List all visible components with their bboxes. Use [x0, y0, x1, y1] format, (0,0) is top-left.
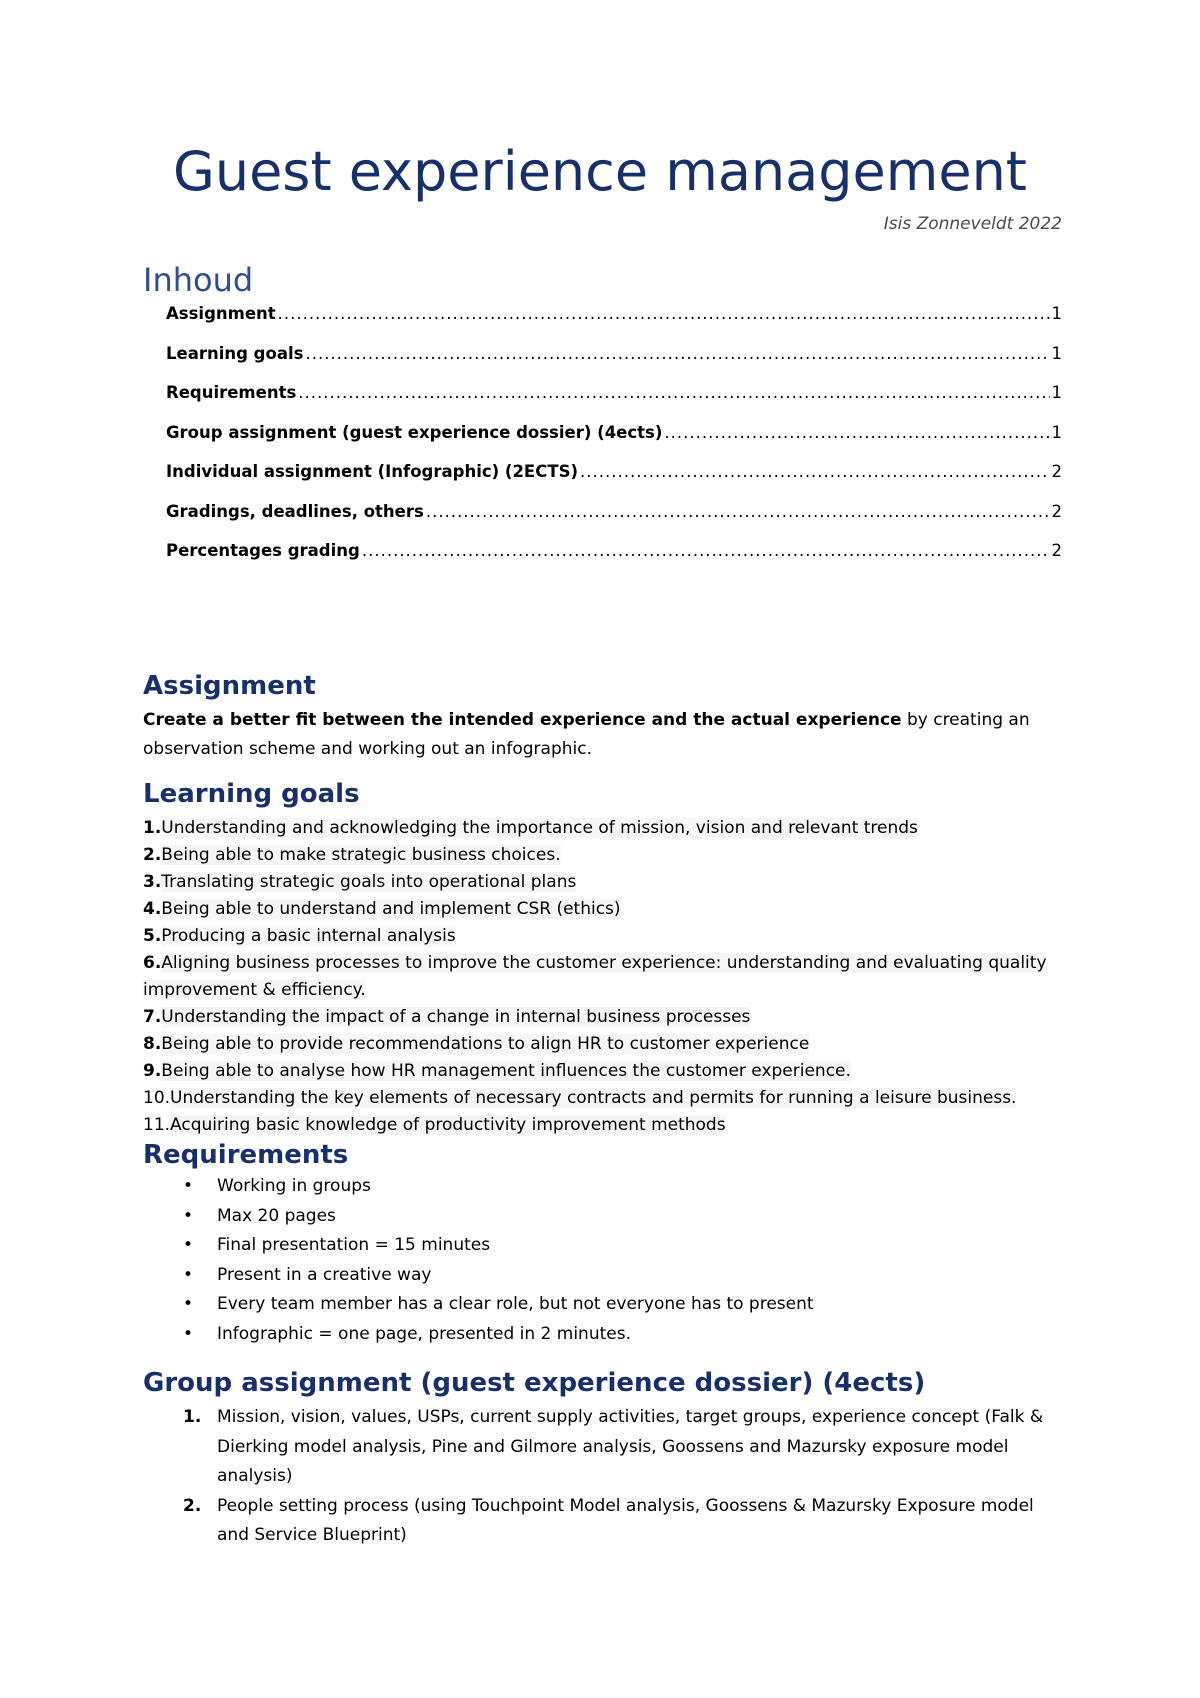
toc-entry[interactable] [166, 462, 1062, 502]
toc-entry-label: Gradings, deadlines, others [166, 501, 424, 521]
toc-entry-label: Requirements [166, 383, 297, 402]
toc-leader [362, 541, 1050, 560]
goal-text: Understanding the key elements of necessary contracts and permits for running a leisure business. [170, 1088, 1017, 1108]
list-item [143, 815, 1083, 842]
toc-entry-label: Assignment [166, 304, 276, 323]
goal-number: 11. [143, 1115, 171, 1135]
toc-leader [426, 502, 1050, 521]
goal-text: Being able to understand and implement CSR (ethics) [161, 899, 621, 919]
item-text: Mission, vision, values, USPs, current supply activities, target groups, experience concept (Falk & Dierking model analysis, Pine and Gilmore analysis, Goossens and Mazursky exposure model analysis) [217, 1407, 1044, 1486]
goal-text: Understanding and acknowledging the importance of mission, vision and relevant trends [161, 818, 918, 838]
toc-leader [580, 462, 1050, 481]
requirement-text: Present in a creative way [217, 1264, 432, 1285]
item-text: People setting process (using Touchpoint Model analysis, Goossens & Mazursky Exposure model and Service Blueprint) [217, 1495, 1034, 1545]
goal-number: 8. [143, 1034, 162, 1054]
list-item [143, 842, 1083, 869]
toc-leader [278, 304, 1050, 323]
toc-entry[interactable] [166, 304, 1062, 344]
toc-entry-page: 2 [1051, 462, 1062, 481]
item-number: 2. [183, 1495, 202, 1516]
goal-text: Translating strategic goals into operational plans [161, 872, 577, 892]
toc-heading: Inhoud [143, 261, 254, 299]
goal-text: Being able to make strategic business choices. [161, 845, 561, 865]
toc-entry-page: 1 [1051, 304, 1062, 323]
goal-number: 7. [143, 1007, 162, 1027]
bullet-icon: • [183, 1176, 194, 1196]
toc-leader [305, 344, 1049, 363]
list-item [143, 1492, 1063, 1551]
list-item [143, 1058, 1083, 1085]
goal-text: Acquiring basic knowledge of productivity improvement methods [170, 1115, 726, 1135]
table-of-contents [166, 304, 1062, 581]
toc-entry-label: Group assignment (guest experience dossier) (4ects) [166, 422, 663, 442]
list-item [143, 1004, 1083, 1031]
toc-entry[interactable] [166, 502, 1062, 542]
list-item [143, 1320, 814, 1350]
list-item [143, 1231, 814, 1261]
requirements-list [143, 1172, 814, 1349]
toc-entry-label: Individual assignment (Infographic) (2ECTS) [166, 462, 578, 481]
goal-text: Understanding the impact of a change in internal business processes [161, 1007, 751, 1027]
requirement-text: Max 20 pages [217, 1205, 336, 1226]
assignment-text [143, 706, 1063, 764]
goal-text: Being able to analyse how HR management influences the customer experience. [161, 1061, 851, 1081]
goal-number: 10. [143, 1088, 171, 1108]
list-item [143, 1202, 814, 1232]
bullet-icon: • [183, 1235, 194, 1255]
goal-number: 4. [143, 899, 162, 919]
toc-entry[interactable] [166, 541, 1062, 581]
toc-entry[interactable] [166, 344, 1062, 384]
list-item [143, 1085, 1083, 1112]
group-assignment-list [143, 1403, 1063, 1551]
toc-entry[interactable] [166, 423, 1062, 463]
list-item [143, 1112, 1083, 1139]
goal-number: 9. [143, 1061, 162, 1081]
bullet-icon: • [183, 1294, 194, 1314]
toc-entry-page: 1 [1051, 383, 1062, 402]
toc-leader [664, 423, 1049, 442]
assignment-bold-text: Create a better fit between the intended experience and the actual experience [143, 710, 902, 730]
toc-entry-label: Percentages grading [166, 541, 360, 560]
toc-entry[interactable] [166, 383, 1062, 423]
list-item [143, 1261, 814, 1291]
bullet-icon: • [183, 1205, 194, 1226]
toc-leader [298, 383, 1049, 402]
list-item [143, 869, 1083, 896]
assignment-rest-text: by creating an observation scheme and working out an infographic. [143, 710, 1030, 759]
toc-entry-page: 1 [1051, 422, 1062, 442]
toc-entry-page: 2 [1051, 541, 1062, 560]
learning-goals-heading: Learning goals [143, 779, 360, 809]
goal-number: 1. [143, 818, 162, 838]
requirement-text: Working in groups [217, 1176, 371, 1196]
toc-entry-page: 2 [1051, 501, 1062, 521]
goal-text: Producing a basic internal analysis [161, 926, 456, 946]
toc-entry-label: Learning goals [166, 343, 304, 363]
goal-number: 5. [143, 926, 162, 946]
toc-entry-page: 1 [1051, 343, 1062, 363]
document-title: Guest experience management [173, 140, 1027, 203]
list-item [143, 1290, 814, 1320]
assignment-heading: Assignment [143, 671, 316, 701]
author-line: Isis Zonneveldt 2022 [883, 214, 1062, 234]
group-assignment-heading: Group assignment (guest experience dossier) (4ects) [143, 1368, 926, 1398]
requirement-text: Final presentation = 15 minutes [217, 1235, 491, 1255]
bullet-icon: • [183, 1323, 194, 1344]
bullet-icon: • [183, 1264, 194, 1285]
list-item [143, 1403, 1063, 1492]
list-item [143, 923, 1083, 950]
goal-number: 6. [143, 953, 162, 973]
list-item [143, 950, 1083, 1004]
list-item [143, 1172, 814, 1202]
goal-number: 2. [143, 845, 162, 865]
requirement-text: Every team member has a clear role, but not everyone has to present [217, 1294, 814, 1314]
goal-text: Being able to provide recommendations to align HR to customer experience [161, 1034, 810, 1054]
requirements-heading: Requirements [143, 1140, 349, 1170]
list-item [143, 896, 1083, 923]
list-item [143, 1031, 1083, 1058]
learning-goals-list [143, 815, 1083, 1139]
item-number: 1. [183, 1407, 202, 1427]
goal-number: 3. [143, 872, 162, 892]
requirement-text: Infographic = one page, presented in 2 minutes. [217, 1323, 631, 1344]
goal-text: Aligning business processes to improve the customer experience: understanding and evaluating quality improvement & efficiency. [143, 953, 1047, 1000]
